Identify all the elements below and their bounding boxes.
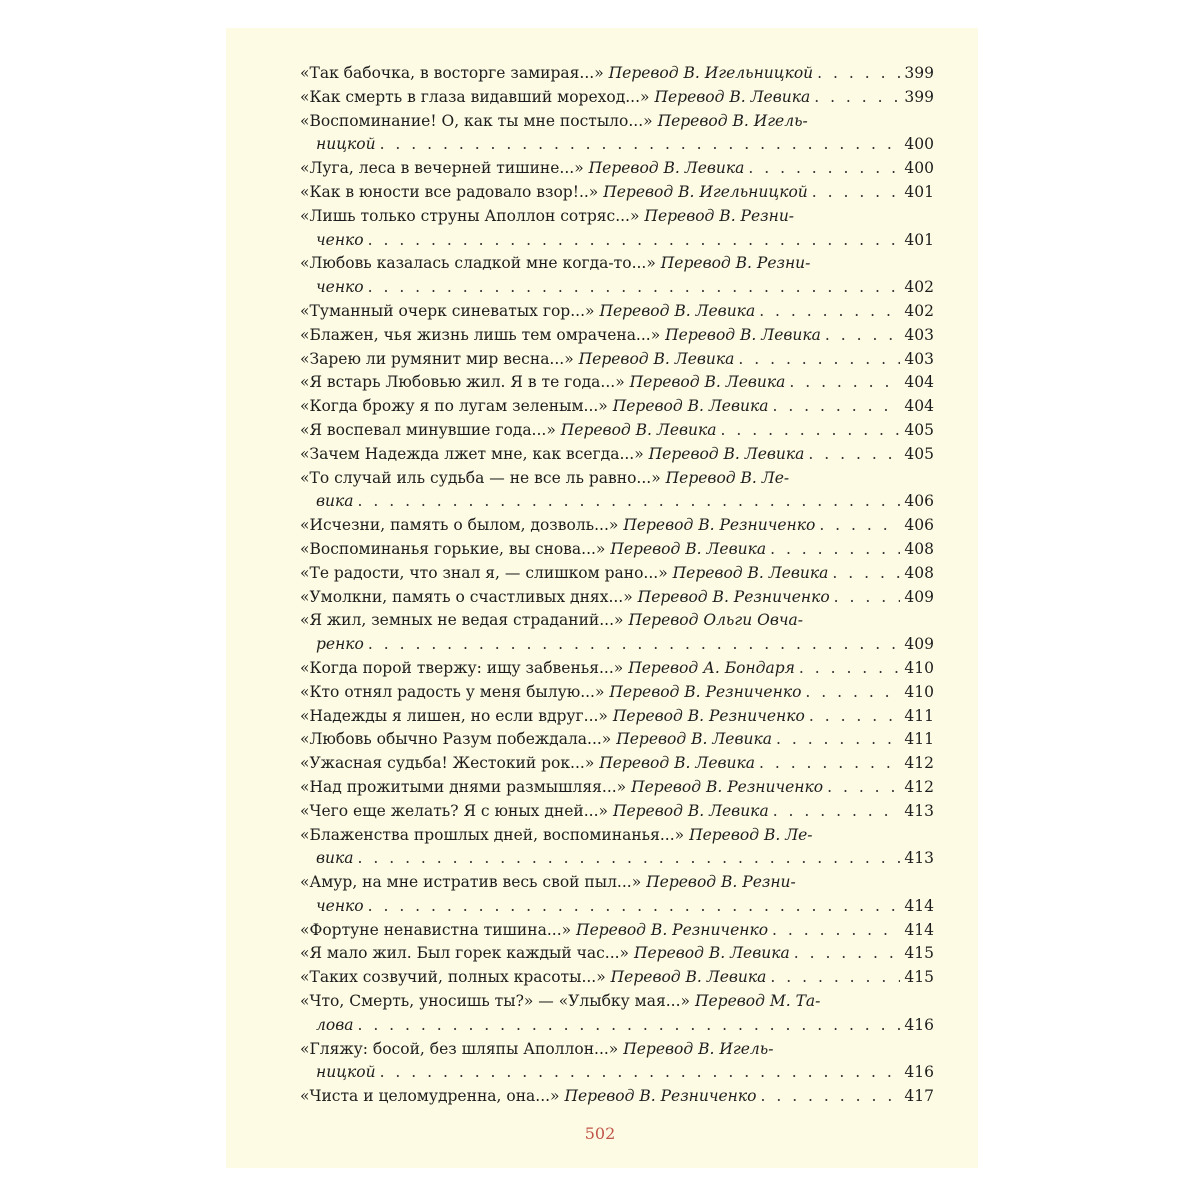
entry-page-number: 406 [904, 492, 934, 511]
entry-translator: Перевод В. Левика [629, 373, 786, 392]
entry-page-number: 410 [904, 658, 934, 677]
dot-leader [817, 62, 900, 86]
entry-title: «Блажен, чья жизнь лишь тем омрачена...» [300, 325, 661, 344]
entry-page-number: 414 [904, 896, 934, 915]
entry-page-number: 405 [904, 420, 934, 439]
toc-entry-line [300, 824, 934, 848]
entry-page-number: 416 [904, 1015, 934, 1034]
entry-translator: Перевод В. Левика [672, 563, 829, 582]
toc-entry-line [300, 1085, 934, 1109]
toc-entry [300, 1085, 934, 1109]
entry-translator-continuation: ренко [316, 635, 364, 654]
dot-leader [794, 942, 900, 966]
toc-entry-line [300, 681, 934, 705]
entry-title: «Я мало жил. Был горек каждый час...» [300, 944, 630, 963]
toc-entry-line [300, 919, 934, 943]
toc-entry-line [300, 348, 934, 372]
entry-page-number: 411 [904, 730, 934, 749]
entry-translator: Перевод В. Левика [599, 754, 755, 773]
toc-entry [300, 371, 934, 395]
toc-entry [300, 538, 934, 562]
toc-entry-line [300, 157, 934, 181]
toc-entry-line [300, 752, 934, 776]
entry-page-number: 412 [904, 777, 934, 796]
dot-leader [760, 1085, 900, 1109]
entry-title: «Я жил, земных не ведая страданий...» [300, 611, 624, 630]
entry-title: «Чего еще желать? Я с юных дней...» [300, 801, 608, 820]
entry-title: «Фортуне ненавистна тишина...» [300, 920, 572, 939]
entry-translator: Перевод В. Левика [599, 301, 756, 320]
entry-page-number: 403 [904, 349, 934, 368]
entry-page-number: 409 [904, 587, 934, 606]
dot-leader [770, 966, 900, 990]
entry-title: «Как смерть в глаза видавший мореход...» [300, 87, 650, 106]
entry-translator: Перевод В. Резниченко [612, 706, 805, 725]
entry-title: «Зачем Надежда лжет мне, как всегда...» [300, 444, 644, 463]
entry-translator: Перевод В. Резниченко [576, 920, 769, 939]
toc-entry-line [300, 966, 934, 990]
toc-entry-line [300, 300, 934, 324]
toc-entry-line [300, 62, 934, 86]
entry-page-number: 411 [904, 706, 934, 725]
dot-leader [827, 776, 900, 800]
dot-leader [814, 86, 900, 110]
entry-translator: Перевод В. Левика [616, 730, 772, 749]
entry-title: «Умолкни, память о счастливых днях...» [300, 587, 633, 606]
entry-page-number: 408 [904, 539, 934, 558]
entry-translator-continuation: ченко [316, 278, 364, 297]
entry-page-number: 399 [904, 87, 934, 106]
dot-leader [789, 371, 900, 395]
toc-entry [300, 776, 934, 800]
entry-page-number: 405 [904, 444, 934, 463]
entry-title: «Гляжу: босой, без шляпы Аполлон...» [300, 1039, 619, 1058]
toc-entry [300, 181, 934, 205]
entry-translator: Перевод В. Игель- [657, 111, 808, 130]
toc-entry-line [300, 252, 934, 276]
entry-title: «Так бабочка, в восторге замирая...» [300, 64, 604, 82]
entry-translator: Перевод В. Левика [648, 444, 805, 463]
entry-page-number: 415 [904, 968, 934, 987]
entry-page-number: 404 [904, 373, 934, 392]
toc-entry-continuation [300, 895, 934, 919]
toc-entry-continuation [300, 1014, 934, 1038]
entry-page-number: 406 [904, 516, 934, 535]
toc-entry-continuation [300, 847, 934, 871]
entry-translator: Перевод В. Левика [578, 349, 735, 368]
toc-entry-line [300, 110, 934, 134]
toc-entry [300, 62, 934, 86]
toc-entry-line [300, 538, 934, 562]
dot-leader [770, 538, 900, 562]
entry-title: «Воспоминанья горькие, вы снова...» [300, 539, 606, 558]
toc-entry [300, 514, 934, 538]
toc-entry [300, 324, 934, 348]
entry-translator: Перевод В. Левика [610, 968, 767, 987]
toc-entry [300, 705, 934, 729]
toc-entry-line [300, 705, 934, 729]
dot-leader [834, 586, 900, 610]
dot-leader [357, 1014, 900, 1038]
toc-entry [300, 752, 934, 776]
entry-title: «Блаженства прошлых дней, воспоминанья...» [300, 825, 685, 844]
entry-translator: Перевод В. Левика [665, 325, 821, 344]
entry-translator: Перевод В. Игель- [623, 1039, 774, 1058]
toc-entry-line [300, 609, 934, 633]
toc-entry [300, 443, 934, 467]
entry-page-number: 399 [904, 64, 934, 82]
toc-entry [300, 467, 934, 515]
entry-translator: Перевод М. Та- [694, 992, 821, 1011]
toc-entry-line [300, 181, 934, 205]
dot-leader [380, 1061, 900, 1085]
toc-entry-line [300, 776, 934, 800]
dot-leader [368, 276, 900, 300]
entry-translator: Перевод В. Резни- [660, 254, 811, 273]
toc-entry-continuation [300, 276, 934, 300]
entry-title: «Таких созвучий, полных красоты...» [300, 968, 606, 987]
toc-entry-line [300, 871, 934, 895]
entry-translator: Перевод В. Резниченко [623, 516, 816, 535]
toc-entry [300, 1038, 934, 1086]
entry-translator: Перевод В. Игельницкой [603, 182, 808, 201]
toc-entry [300, 562, 934, 586]
dot-leader [721, 419, 900, 443]
dot-leader [808, 443, 900, 467]
toc-entry [300, 86, 934, 110]
dot-leader [759, 300, 900, 324]
entry-page-number: 409 [904, 635, 934, 654]
toc-entry-continuation [300, 633, 934, 657]
entry-page-number: 413 [904, 849, 934, 868]
entry-page-number: 400 [904, 135, 934, 154]
entry-title: «Как в юности все радовало взор!..» [300, 182, 599, 201]
toc-entry-line [300, 205, 934, 229]
entry-title: «Когда порой твержу: ищу забвенья...» [300, 658, 624, 677]
dot-leader [368, 895, 900, 919]
entry-translator: Перевод В. Резниченко [609, 682, 802, 701]
entry-title: «То случай иль судьба — не все ль равно...» [300, 468, 661, 487]
toc-entry-line [300, 86, 934, 110]
entry-translator: Перевод В. Левика [560, 420, 717, 439]
toc-entry [300, 919, 934, 943]
toc-entry-continuation [300, 133, 934, 157]
entry-translator: Перевод В. Резниченко [631, 777, 824, 796]
dot-leader [368, 229, 900, 253]
toc-entry-line [300, 1038, 934, 1062]
entry-page-number: 413 [904, 801, 934, 820]
entry-title: «Воспоминание! О, как ты мне постыло...» [300, 111, 653, 130]
toc-entry-line [300, 467, 934, 491]
toc-entry [300, 419, 934, 443]
entry-translator: Перевод В. Резни- [644, 206, 795, 225]
entry-translator-continuation: ницкой [316, 135, 376, 154]
entry-title: «Когда брожу я по лугам зеленым...» [300, 397, 608, 416]
entry-title: «Я воспевал минувшие года...» [300, 420, 556, 439]
toc-entry [300, 348, 934, 372]
entry-translator-continuation: вика [316, 849, 354, 868]
entry-translator: Перевод А. Бондаря [628, 658, 795, 677]
toc-entry-line [300, 657, 934, 681]
entry-translator: Перевод В. Ле- [689, 825, 813, 844]
entry-title: «Те радости, что знал я, — слишком рано...» [300, 563, 668, 582]
entry-title: «Ужасная судьба! Жестокий рок...» [300, 754, 595, 773]
toc-entry-line [300, 371, 934, 395]
entry-title: «Зарею ли румянит мир весна...» [300, 349, 574, 368]
entry-translator-continuation: лова [316, 1015, 354, 1034]
toc-entry [300, 586, 934, 610]
toc-entry-line [300, 443, 934, 467]
dot-leader [809, 705, 900, 729]
toc-entry [300, 157, 934, 181]
entry-page-number: 412 [904, 754, 934, 773]
toc-entry [300, 871, 934, 919]
toc-entry-line [300, 800, 934, 824]
dot-leader [805, 681, 900, 705]
toc-entry-line [300, 562, 934, 586]
toc-entry [300, 205, 934, 253]
entry-translator: Перевод В. Левика [633, 944, 790, 963]
page-number: 502 [584, 1124, 616, 1143]
entry-title: «Исчезни, память о былом, дозволь...» [300, 516, 619, 535]
entry-title: «Я встарь Любовью жил. Я в те года...» [300, 373, 625, 392]
dot-leader [773, 800, 900, 824]
entry-translator: Перевод В. Резниченко [637, 587, 830, 606]
dot-leader [380, 133, 900, 157]
entry-title: «Надежды я лишен, но если вдруг...» [300, 706, 608, 725]
toc-entry-line [300, 728, 934, 752]
entry-page-number: 417 [904, 1087, 934, 1106]
dot-leader [748, 157, 900, 181]
entry-translator-continuation: ченко [316, 896, 364, 915]
entry-page-number: 416 [904, 1063, 934, 1082]
dot-leader [812, 181, 900, 205]
entry-translator-continuation: ницкой [316, 1063, 376, 1082]
entry-page-number: 410 [904, 682, 934, 701]
entry-translator-continuation: ченко [316, 230, 364, 249]
entry-title: «Лишь только струны Аполлон сотряс...» [300, 206, 640, 225]
entry-page-number: 404 [904, 397, 934, 416]
toc-entry [300, 609, 934, 657]
entry-page-number: 402 [904, 301, 934, 320]
entry-translator: Перевод В. Резниченко [564, 1087, 757, 1106]
toc-entry-line [300, 395, 934, 419]
toc-entry-continuation [300, 1061, 934, 1085]
entry-title: «Луга, леса в вечерней тишине...» [300, 159, 584, 178]
dot-leader [759, 752, 900, 776]
dot-leader [772, 395, 900, 419]
entry-translator: Перевод В. Резни- [646, 873, 796, 892]
entry-title: «Туманный очерк синеватых гор...» [300, 301, 595, 320]
entry-page-number: 408 [904, 563, 934, 582]
toc-entry-line [300, 419, 934, 443]
entry-title: «Над прожитыми днями размышляя...» [300, 777, 627, 796]
toc-entry [300, 681, 934, 705]
entry-title: «Кто отнял радость у меня былую...» [300, 682, 605, 701]
entry-page-number: 401 [904, 182, 934, 201]
dot-leader [825, 324, 900, 348]
dot-leader [776, 728, 900, 752]
entry-page-number: 402 [904, 278, 934, 297]
dot-leader [738, 348, 900, 372]
toc-entry [300, 942, 934, 966]
toc-entry-line [300, 586, 934, 610]
dot-leader [819, 514, 900, 538]
entry-translator: Перевод В. Левика [612, 397, 769, 416]
entry-translator: Перевод В. Игельницкой [608, 64, 814, 82]
entry-page-number: 403 [904, 325, 934, 344]
toc-entry [300, 990, 934, 1038]
entry-translator: Перевод В. Левика [610, 539, 767, 558]
table-of-contents [300, 62, 934, 1109]
dot-leader [358, 490, 900, 514]
dot-leader [832, 562, 900, 586]
entry-translator: Перевод В. Ле- [665, 468, 790, 487]
entry-translator: Перевод В. Левика [612, 801, 769, 820]
toc-entry-line [300, 324, 934, 348]
entry-page-number: 415 [904, 944, 934, 963]
toc-entry [300, 395, 934, 419]
entry-translator: Перевод В. Левика [654, 87, 811, 106]
entry-title: «Любовь казалась сладкой мне когда-то...» [300, 254, 656, 273]
dot-leader [358, 847, 900, 871]
toc-entry [300, 300, 934, 324]
entry-translator: Перевод Ольги Овча- [628, 611, 803, 630]
toc-entry [300, 800, 934, 824]
entry-translator: Перевод В. Левика [588, 159, 745, 178]
entry-translator-continuation: вика [316, 492, 354, 511]
toc-entry-continuation [300, 490, 934, 514]
toc-entry [300, 110, 934, 158]
entry-title: «Что, Смерть, уносишь ты?» — «Улыбку мая...» [300, 992, 691, 1011]
dot-leader [368, 633, 900, 657]
toc-entry [300, 252, 934, 300]
toc-entry-line [300, 942, 934, 966]
toc-entry [300, 657, 934, 681]
entry-page-number: 400 [904, 159, 934, 178]
toc-entry-line [300, 990, 934, 1014]
toc-entry [300, 728, 934, 752]
entry-page-number: 414 [904, 920, 934, 939]
toc-entry-continuation [300, 229, 934, 253]
toc-entry-line [300, 514, 934, 538]
entry-page-number: 401 [904, 230, 934, 249]
entry-title: «Чиста и целомудренна, она...» [300, 1087, 560, 1106]
dot-leader [772, 919, 900, 943]
entry-title: «Любовь обычно Разум побеждала...» [300, 730, 612, 749]
entry-title: «Амур, на мне истратив весь свой пыл...» [300, 873, 642, 892]
dot-leader [799, 657, 900, 681]
toc-entry [300, 966, 934, 990]
toc-entry [300, 824, 934, 872]
